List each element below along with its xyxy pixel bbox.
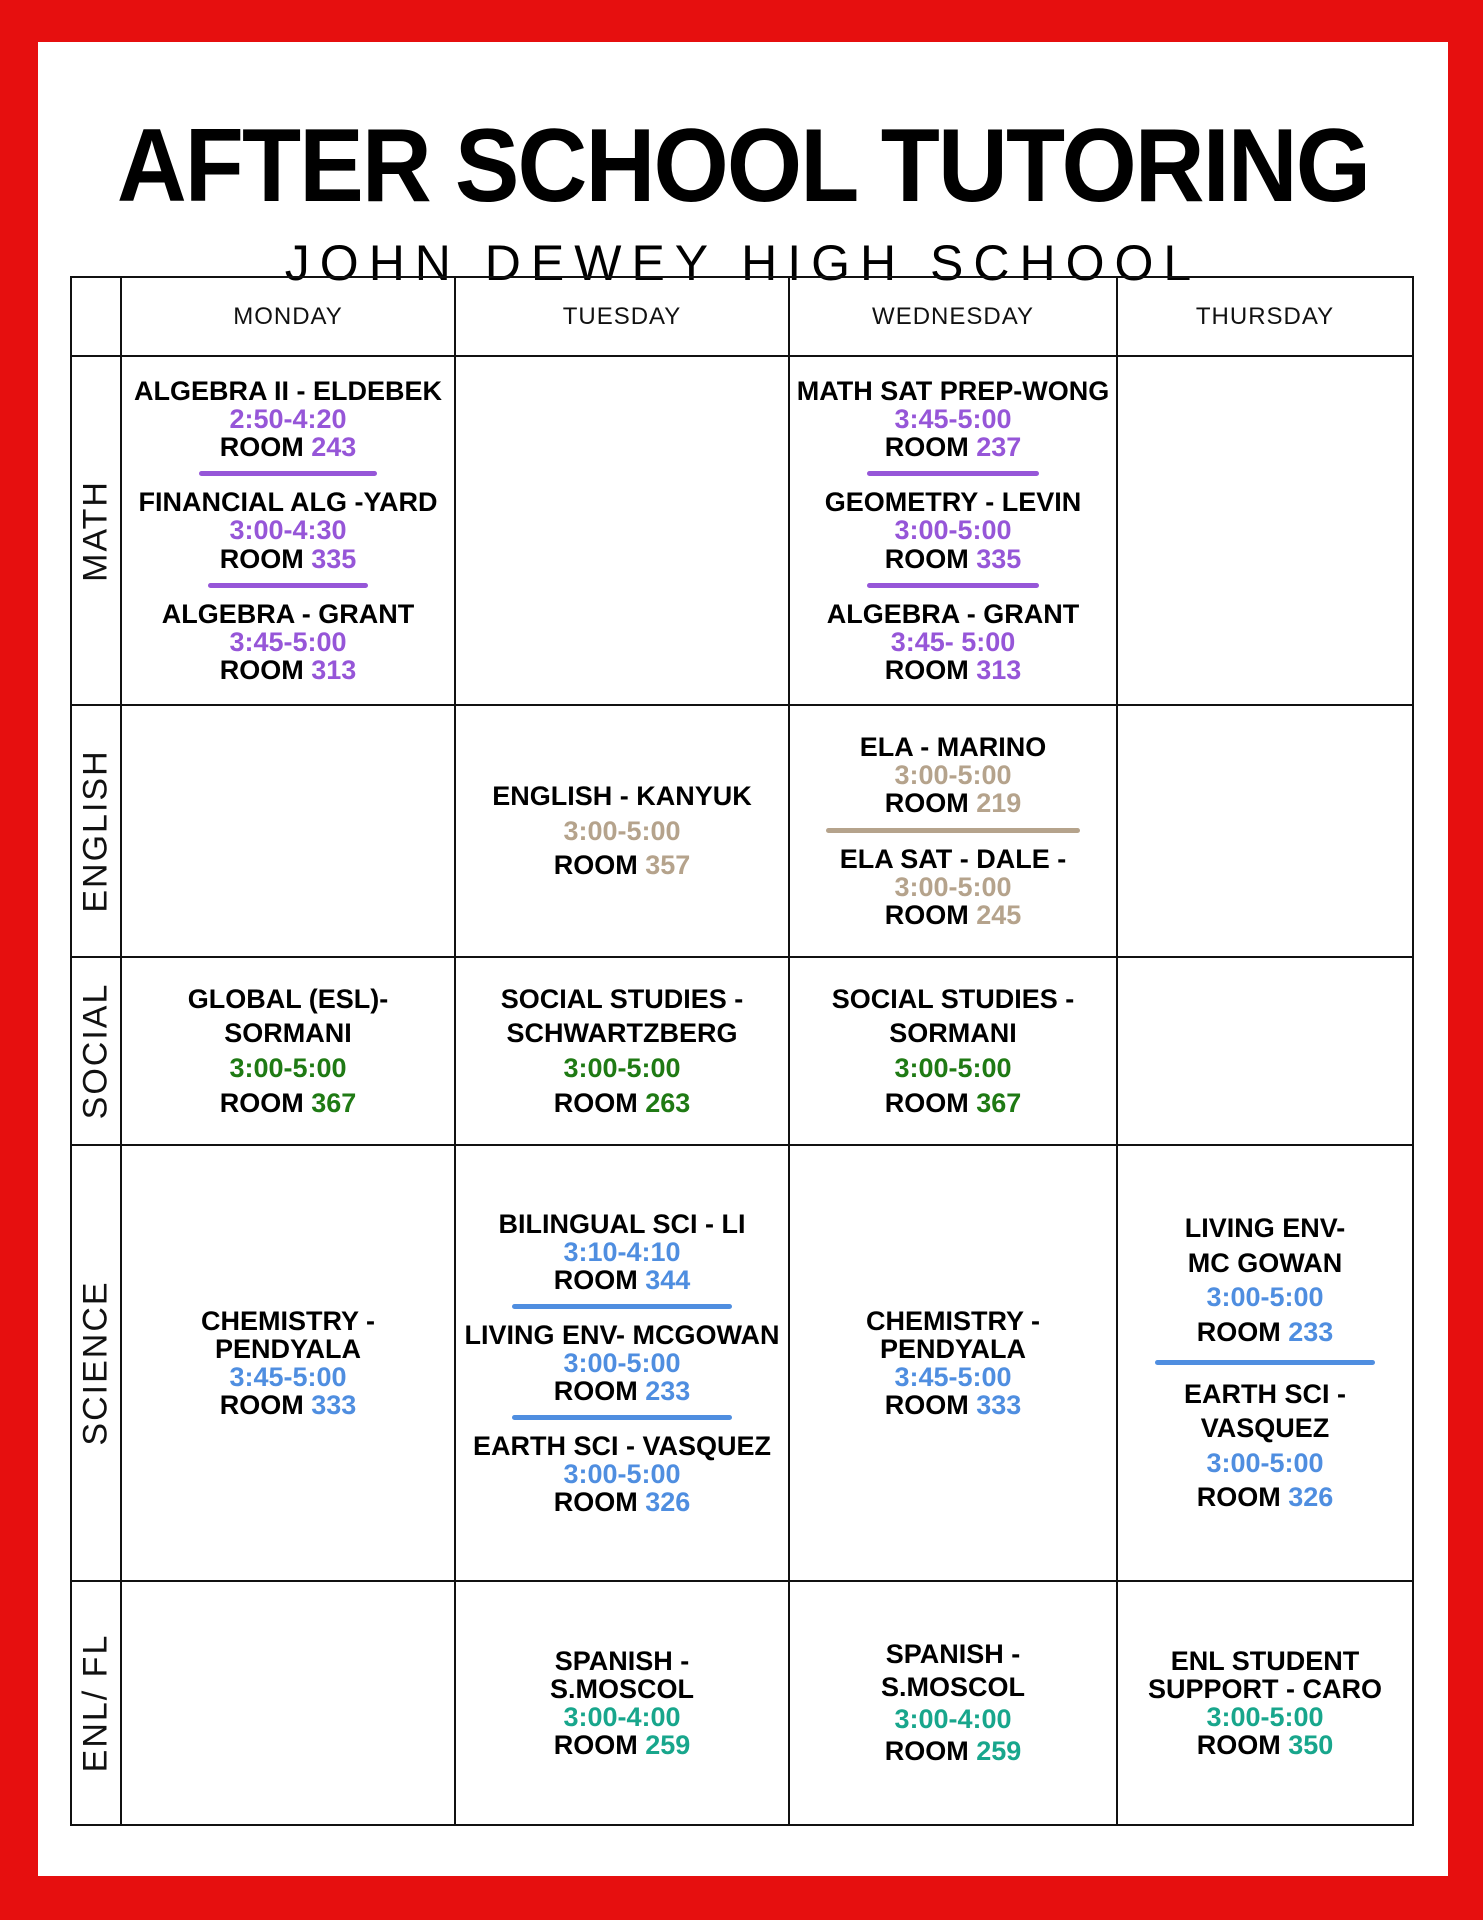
social-wednesday-cell [789,957,1117,1145]
session-social-studies-sormani: SOCIAL STUDIES - SORMANI 3:00-5:00 ROOM 367 [831,983,1075,1118]
page-subtitle: JOHN DEWEY HIGH SCHOOL [284,235,1202,291]
flyer-page [38,42,1448,1876]
english-row [71,705,1413,957]
social-monday-cell [121,957,455,1145]
day-header-thursday: THURSDAY [1117,277,1413,356]
science-monday-cell [121,1145,455,1581]
enl-monday-cell [121,1581,455,1825]
english-tuesday-cell [455,705,789,957]
divider [512,1415,732,1420]
subject-label-math: MATH [71,356,121,705]
enl-fl-row [71,1581,1413,1825]
subject-label-science: SCIENCE [71,1145,121,1581]
day-header-tuesday: TUESDAY [455,277,789,356]
session-social-studies-schwartzberg: SOCIAL STUDIES - SCHWARTZBERG 3:00-5:00 ROOM 263 [500,983,744,1118]
page-title: AFTER SCHOOL TUTORING [116,108,1370,224]
english-wednesday-cell [789,705,1117,957]
enl-tuesday-cell [455,1581,789,1825]
session-earth-sci-vasquez-thu: EARTH SCI - VASQUEZ 3:00-5:00 ROOM 326 [1184,1378,1346,1513]
science-wednesday-cell [789,1145,1117,1581]
science-tuesday-cell [455,1145,789,1581]
session-financial-alg-yard: FINANCIAL ALG -YARD 3:00-4:30 ROOM 335 [138,487,438,574]
math-monday-cell [121,356,455,705]
session-living-env-mcgowan: LIVING ENV- MCGOWAN 3:00-5:00 ROOM 233 [464,1319,780,1407]
session-english-kanyuk: ENGLISH - KANYUK 3:00-5:00 ROOM 357 [492,781,752,881]
social-row [71,957,1413,1145]
session-algebra-ii-eldebek: ALGEBRA II - ELDEBEK 2:50-4:20 ROOM 243 [133,376,442,463]
divider [1155,1360,1375,1365]
math-wednesday-cell [789,356,1117,705]
session-bilingual-sci-li: BILINGUAL SCI - LI 3:10-4:10 ROOM 344 [498,1208,746,1295]
session-math-sat-prep-wong: MATH SAT PREP-WONG 3:45-5:00 ROOM 237 [796,376,1110,463]
social-thursday-cell [1117,957,1413,1145]
enl-wednesday-cell [789,1581,1117,1825]
math-row [71,356,1413,705]
day-header-wednesday: WEDNESDAY [789,277,1117,356]
english-monday-cell [121,705,455,957]
session-algebra-grant-wed: ALGEBRA - GRANT 3:45- 5:00 ROOM 313 [826,598,1080,685]
science-thursday-cell [1117,1145,1413,1581]
math-thursday-cell [1117,356,1413,705]
header-row [71,277,1413,356]
session-enl-student-support-caro: ENL STUDENT SUPPORT - CARO 3:00-5:00 ROOM 350 [1147,1645,1382,1761]
divider [199,471,377,476]
session-ela-sat-dale: ELA SAT - DALE - 3:00-5:00 ROOM 245 [839,843,1067,930]
social-tuesday-cell [455,957,789,1145]
divider [867,583,1039,588]
session-algebra-grant: ALGEBRA - GRANT 3:45-5:00 ROOM 313 [161,598,415,685]
enl-thursday-cell [1117,1581,1413,1825]
session-ela-marino: ELA - MARINO 3:00-5:00 ROOM 219 [859,732,1047,819]
subject-label-english: ENGLISH [71,705,121,957]
session-global-esl-sormani: GLOBAL (ESL)- SORMANI 3:00-5:00 ROOM 367 [187,983,389,1118]
session-chemistry-pendyala-wed: CHEMISTRY - PENDYALA 3:45-5:00 ROOM 333 [865,1305,1040,1421]
session-earth-sci-vasquez-tue: EARTH SCI - VASQUEZ 3:00-5:00 ROOM 326 [472,1431,771,1518]
session-spanish-s-moscol-wed: SPANISH - S.MOSCOL 3:00-4:00 ROOM 259 [880,1639,1025,1767]
subject-label-social: SOCIAL [71,957,121,1145]
divider [208,583,368,588]
divider [512,1304,732,1309]
session-chemistry-pendyala-mon: CHEMISTRY - PENDYALA 3:45-5:00 ROOM 333 [200,1305,375,1421]
session-geometry-levin: GEOMETRY - LEVIN 3:00-5:00 ROOM 335 [824,487,1082,574]
session-living-env-mc-gowan: LIVING ENV- MC GOWAN 3:00-5:00 ROOM 233 [1184,1213,1346,1347]
tutoring-schedule-table [70,276,1412,1824]
corner-cell [71,277,121,356]
english-thursday-cell [1117,705,1413,957]
day-header-monday: MONDAY [121,277,455,356]
divider [867,471,1039,476]
divider [826,828,1080,833]
session-spanish-s-moscol-tue: SPANISH - S.MOSCOL 3:00-4:00 ROOM 259 [549,1645,694,1761]
science-row [71,1145,1413,1581]
math-tuesday-cell [455,356,789,705]
subject-label-enl-fl: ENL/ FL [71,1581,121,1825]
